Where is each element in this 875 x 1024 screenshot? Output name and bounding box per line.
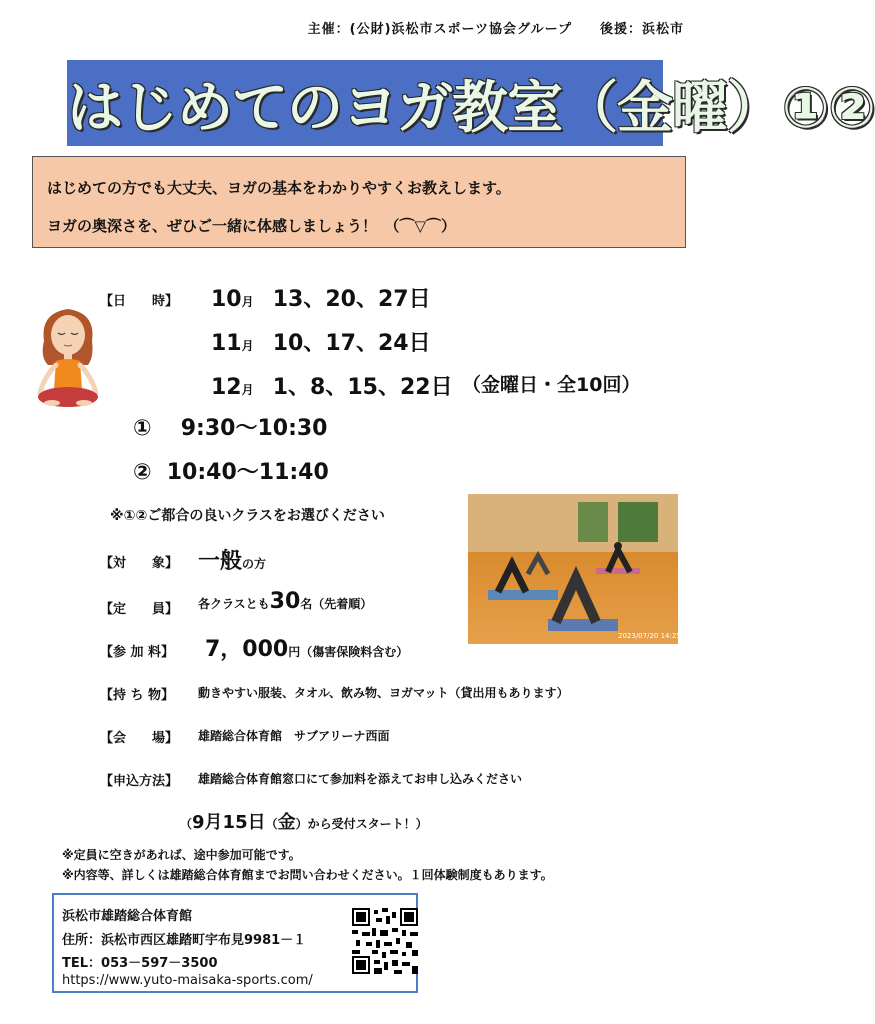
- class-choose-note: ※①②ご都合の良いクラスをお選びください: [110, 508, 385, 524]
- photo-timestamp: 2023/07/20 14:25: [618, 632, 681, 640]
- intro-line-1: はじめての方でも大丈夫、ヨガの基本をわかりやすくお教えします。: [47, 179, 511, 197]
- fee-value: 7，000円（傷害保険料含む）: [205, 637, 409, 662]
- contact-tel: TEL：053－597－3500: [62, 956, 218, 971]
- application-start: （9月15日（金）から受付スタート！）: [180, 812, 428, 833]
- qr-code[interactable]: [352, 908, 418, 974]
- schedule-note: （金曜日・全10回）: [462, 374, 641, 396]
- yoga-girl-illustration: [30, 305, 106, 413]
- note-2: ※内容等、詳しくは雄踏総合体育館までお問い合わせください。１回体験制度もあります。: [62, 868, 553, 882]
- schedule-row-dec: 12月 1、8、15、22日: [211, 375, 453, 400]
- title-banner: [67, 60, 875, 146]
- capacity-value: 各クラスとも30名（先着順）: [198, 589, 373, 614]
- apply-label: 【申込方法】: [100, 774, 179, 789]
- venue-label: 【会 場】: [100, 731, 179, 746]
- class-1: ① 9:30〜10:30: [133, 416, 328, 441]
- schedule-row-nov: 11月 10、17、24日: [211, 331, 431, 356]
- page-title: はじめてのヨガ教室（金曜）①②: [67, 76, 875, 141]
- target-label: 【対 象】: [100, 556, 179, 571]
- items-label: 【持 ち 物】: [100, 688, 175, 703]
- apply-value: 雄踏総合体育館窓口にて参加料を添えてお申し込みください: [198, 772, 523, 786]
- items-value: 動きやすい服装、タオル、飲み物、ヨガマット（貸出用もあります）: [198, 686, 569, 700]
- note-1: ※定員に空きがあれば、途中参加可能です。: [62, 848, 301, 862]
- fee-label: 【参 加 料】: [100, 645, 175, 660]
- class-2: ② 10:40〜11:40: [133, 460, 329, 485]
- intro-box: [32, 156, 686, 248]
- schedule-label: 【日 時】: [100, 294, 179, 309]
- capacity-label: 【定 員】: [100, 602, 179, 617]
- contact-url[interactable]: https://www.yuto-maisaka-sports.com/: [62, 973, 313, 988]
- organizer-text: 主催：(公財)浜松市スポーツ協会グループ 後援：浜松市: [307, 22, 684, 37]
- contact-name: 浜松市雄踏総合体育館: [62, 909, 193, 924]
- schedule-row-oct: 10月 13、20、27日: [211, 287, 431, 312]
- intro-line-2: ヨガの奥深さを、ぜひご一緒に体感しましょう！ （⌒▽⌒）: [47, 217, 457, 235]
- target-value: 一般の方: [198, 549, 267, 574]
- venue-value: 雄踏総合体育館 サブアリーナ西面: [198, 729, 390, 743]
- contact-address: 住所：浜松市西区雄踏町宇布見9981－１: [62, 933, 307, 948]
- yoga-class-photo: [468, 494, 681, 644]
